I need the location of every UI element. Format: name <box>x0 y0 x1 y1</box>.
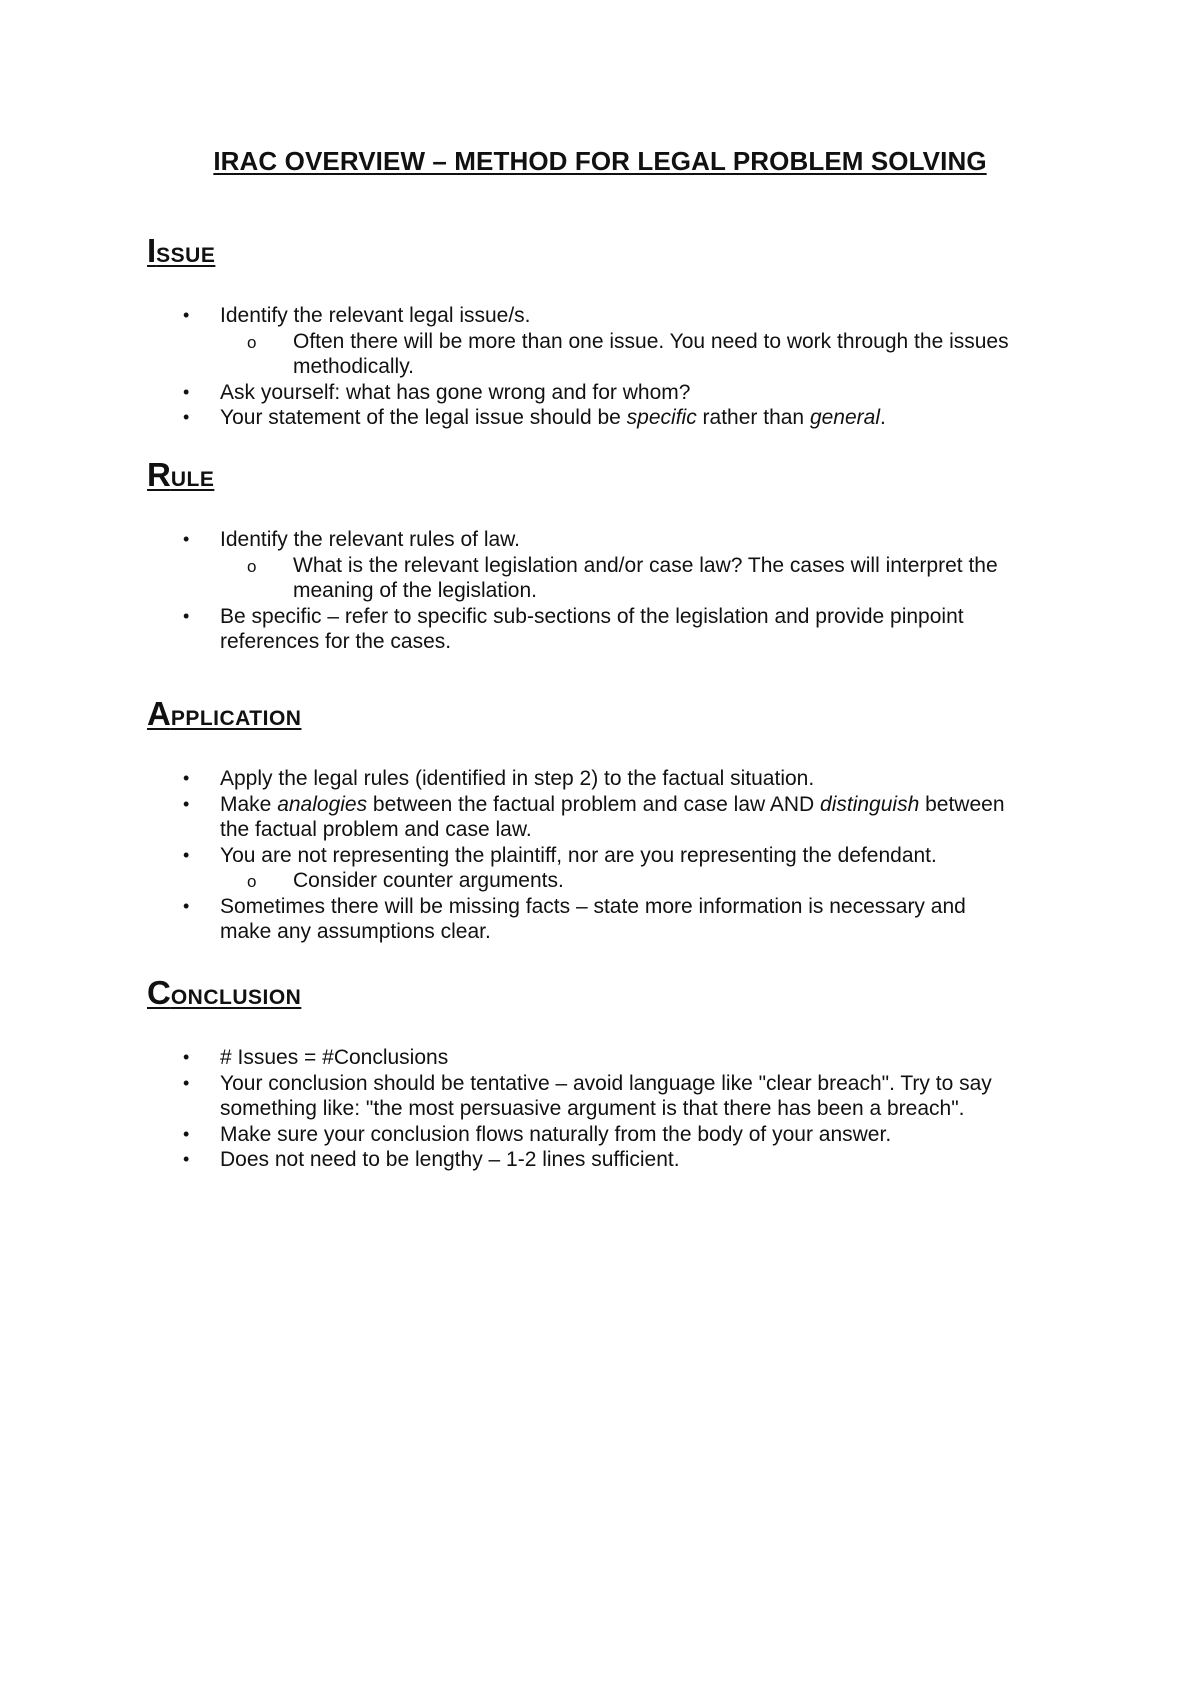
issue-heading: ISSUE <box>147 232 216 269</box>
bullet-icon: • <box>183 381 190 402</box>
bullet-icon: • <box>183 1149 190 1169</box>
list-item: • Make sure your conclusion flows naturally from the body of your answer. <box>183 1122 892 1146</box>
list-item: • Sometimes there will be missing facts – state more information is necessary and <box>183 894 966 918</box>
list-item-continuation: something like: "the most persuasive argument is that there has been a breach". <box>220 1097 965 1120</box>
bullet-icon: • <box>183 768 190 788</box>
bullet-icon: • <box>183 793 190 814</box>
sub-bullet-icon: o <box>247 872 257 891</box>
document-title: IRAC OVERVIEW – METHOD FOR LEGAL PROBLEM SOLVING <box>213 146 987 176</box>
bullet-icon: • <box>183 1072 190 1093</box>
sub-list-item: o Often there will be more than one issue. You need to work through the issues <box>147 329 1077 355</box>
bullet-icon: • <box>183 305 190 325</box>
list-item: • Ask yourself: what has gone wrong and for whom? <box>183 380 691 404</box>
bullet-icon: • <box>183 844 190 865</box>
sub-list-item-continuation: meaning of the legislation. <box>293 579 537 602</box>
list-item: • Identify the relevant legal issue/s. <box>183 304 531 327</box>
list-item: • You are not representing the plaintiff, nor are you representing the defendant. <box>183 843 937 867</box>
list-item-continuation: make any assumptions clear. <box>220 920 491 943</box>
bullet-icon: • <box>183 1123 190 1144</box>
bullet-icon: • <box>183 1047 190 1067</box>
bullet-icon: • <box>183 407 190 427</box>
list-item: • Your conclusion should be tentative – avoid language like "clear breach". Try to say <box>183 1071 992 1095</box>
application-heading: APPLICATION <box>147 695 302 732</box>
sub-bullet-icon: o <box>247 332 257 352</box>
sub-list-item: o What is the relevant legislation and/or case law? The cases will interpret the <box>147 553 1077 579</box>
conclusion-list <box>147 1045 1077 1173</box>
list-item-continuation: references for the cases. <box>220 630 452 653</box>
rule-section <box>147 458 1077 655</box>
rule-heading: RULE <box>147 456 215 493</box>
issue-list <box>147 303 1077 431</box>
sub-list-item: o Consider counter arguments. <box>147 868 1077 894</box>
list-item-continuation: the factual problem and case law. <box>220 818 532 841</box>
list-item: • Identify the relevant rules of law. <box>183 528 520 551</box>
application-section <box>147 697 1077 945</box>
application-list <box>147 766 1077 945</box>
conclusion-section <box>147 976 1077 1173</box>
list-item: • Be specific – refer to specific sub-sections of the legislation and provide pinpoint <box>183 604 964 628</box>
sub-bullet-icon: o <box>247 556 257 576</box>
list-item: • Your statement of the legal issue should be specific rather than general. <box>183 406 886 429</box>
rule-list <box>147 527 1077 655</box>
bullet-icon: • <box>183 529 190 549</box>
sub-list-item-continuation: methodically. <box>293 355 414 378</box>
conclusion-heading: CONCLUSION <box>147 974 302 1011</box>
issue-section <box>147 234 1077 431</box>
bullet-icon: • <box>183 605 190 626</box>
list-item: • Does not need to be lengthy – 1-2 lines sufficient. <box>183 1148 680 1171</box>
bullet-icon: • <box>183 895 190 916</box>
list-item: • Apply the legal rules (identified in step 2) to the factual situation. <box>183 767 815 790</box>
list-item: • Make analogies between the factual problem and case law AND distinguish between <box>183 792 1005 816</box>
list-item: • # Issues = #Conclusions <box>183 1046 449 1069</box>
